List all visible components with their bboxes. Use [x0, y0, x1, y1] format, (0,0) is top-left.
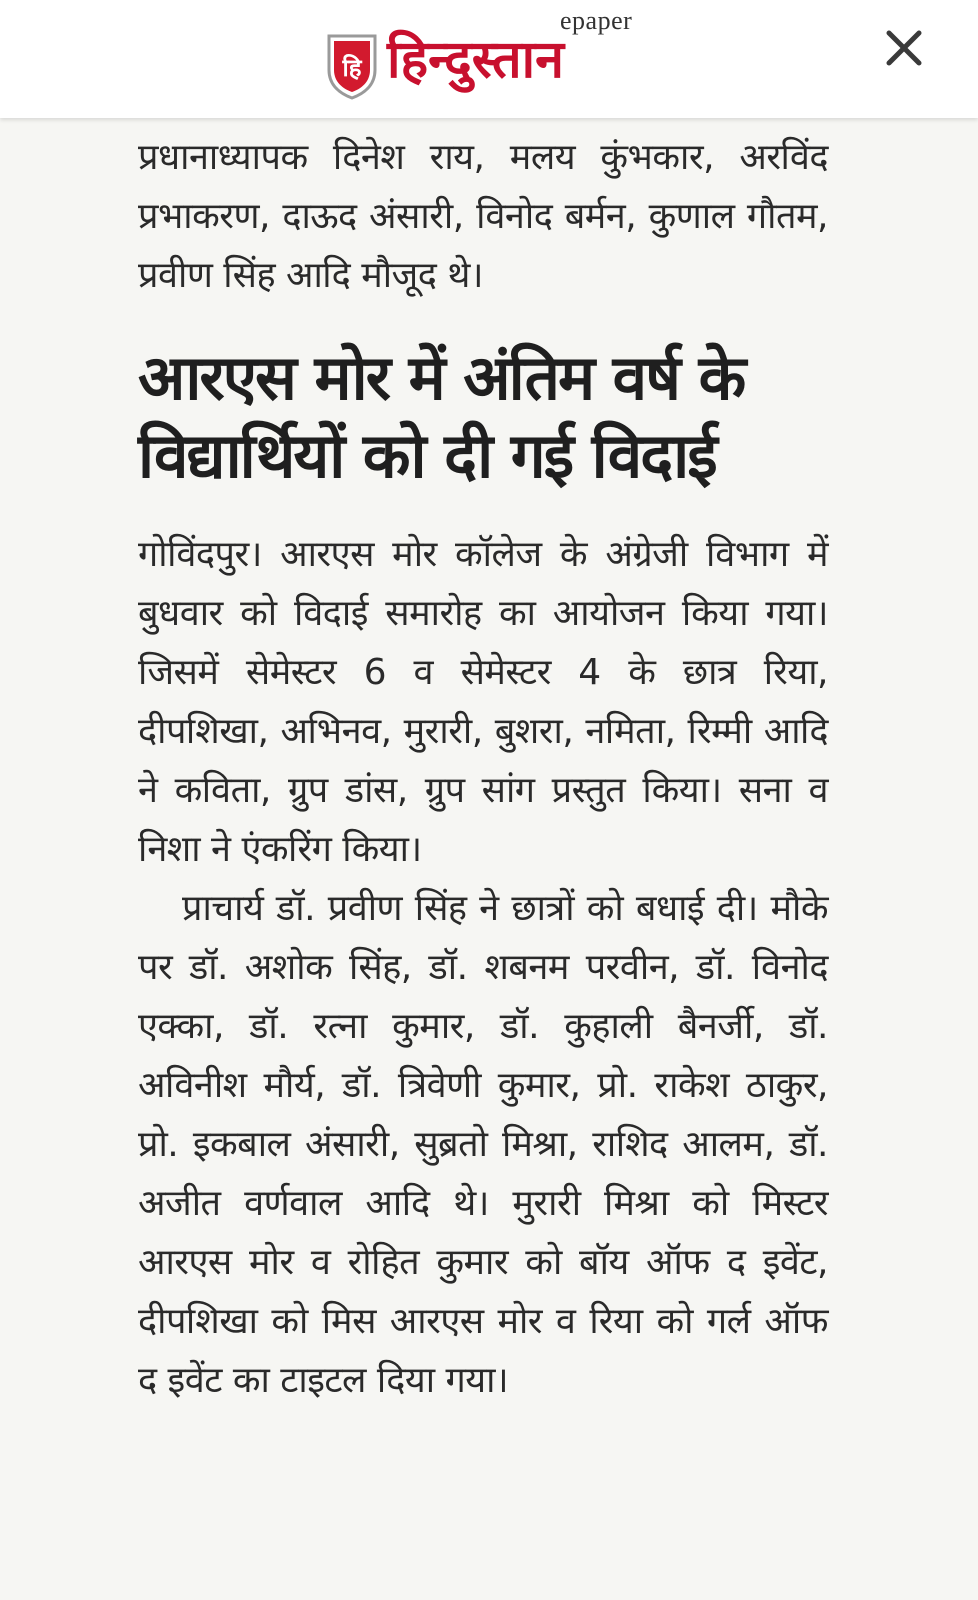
- epaper-clipping[interactable]: [0, 118, 978, 1600]
- article-paragraph-1: गोविंदपुर। आरएस मोर कॉलेज के अंग्रेजी विभाग में बुधवार को विदाई समारोह का आयोजन किया गया। जिसमें सेमेस्टर 6 व सेमेस्टर 4 के छात्र रिया, दीपशिखा, अभिनव, मुरारी, बुशरा, नमिता, रिम्मी आदि ने कविता, ग्रुप डांस, ग्रुप सांग प्रस्तुत किया। सना व निशा ने एंकरिंग किया।: [138, 534, 828, 870]
- shield-logo-icon: [325, 30, 379, 100]
- brand-logo[interactable]: [325, 6, 655, 106]
- logo-glyph: हि: [342, 54, 362, 82]
- article-paragraph-2: प्राचार्य डॉ. प्रवीण सिंह ने छात्रों को बधाई दी। मौके पर डॉ. अशोक सिंह, डॉ. शबनम परवीन, डॉ. विनोद एक्का, डॉ. रत्ना कुमार, डॉ. कुहाली बैनर्जी, डॉ. अविनीश मौर्य, डॉ. त्रिवेणी कुमार, प्रो. राकेश ठाकुर, प्रो. इकबाल अंसारी, सुब्रतो मिश्रा, राशिद आलम, डॉ. अजीत वर्णवाल आदि थे। मुरारी मिश्रा को मिस्टर आरएस मोर व रोहित कुमार को बॉय ऑफ द इवेंट, दीपशिखा को मिस आरएस मोर व रिया को गर्ल ऑफ द इवेंट का टाइटल दिया गया।: [138, 888, 828, 1401]
- epaper-tag: epaper: [560, 6, 633, 35]
- brand-name: हिन्दुस्तान: [387, 30, 564, 90]
- article-column: [138, 128, 828, 1410]
- previous-article-tail: प्रधानाध्यापक दिनेश राय, मलय कुंभकार, अरविंद प्रभाकरण, दाऊद अंसारी, विनोद बर्मन, कुणाल गौतम, प्रवीण सिंह आदि मौजूद थे।: [138, 137, 828, 296]
- close-icon[interactable]: [880, 24, 928, 72]
- app-header: [0, 0, 978, 118]
- article-headline: आरएस मोर में अंतिम वर्ष के विद्यार्थियों को दी गई विदाई: [138, 341, 745, 492]
